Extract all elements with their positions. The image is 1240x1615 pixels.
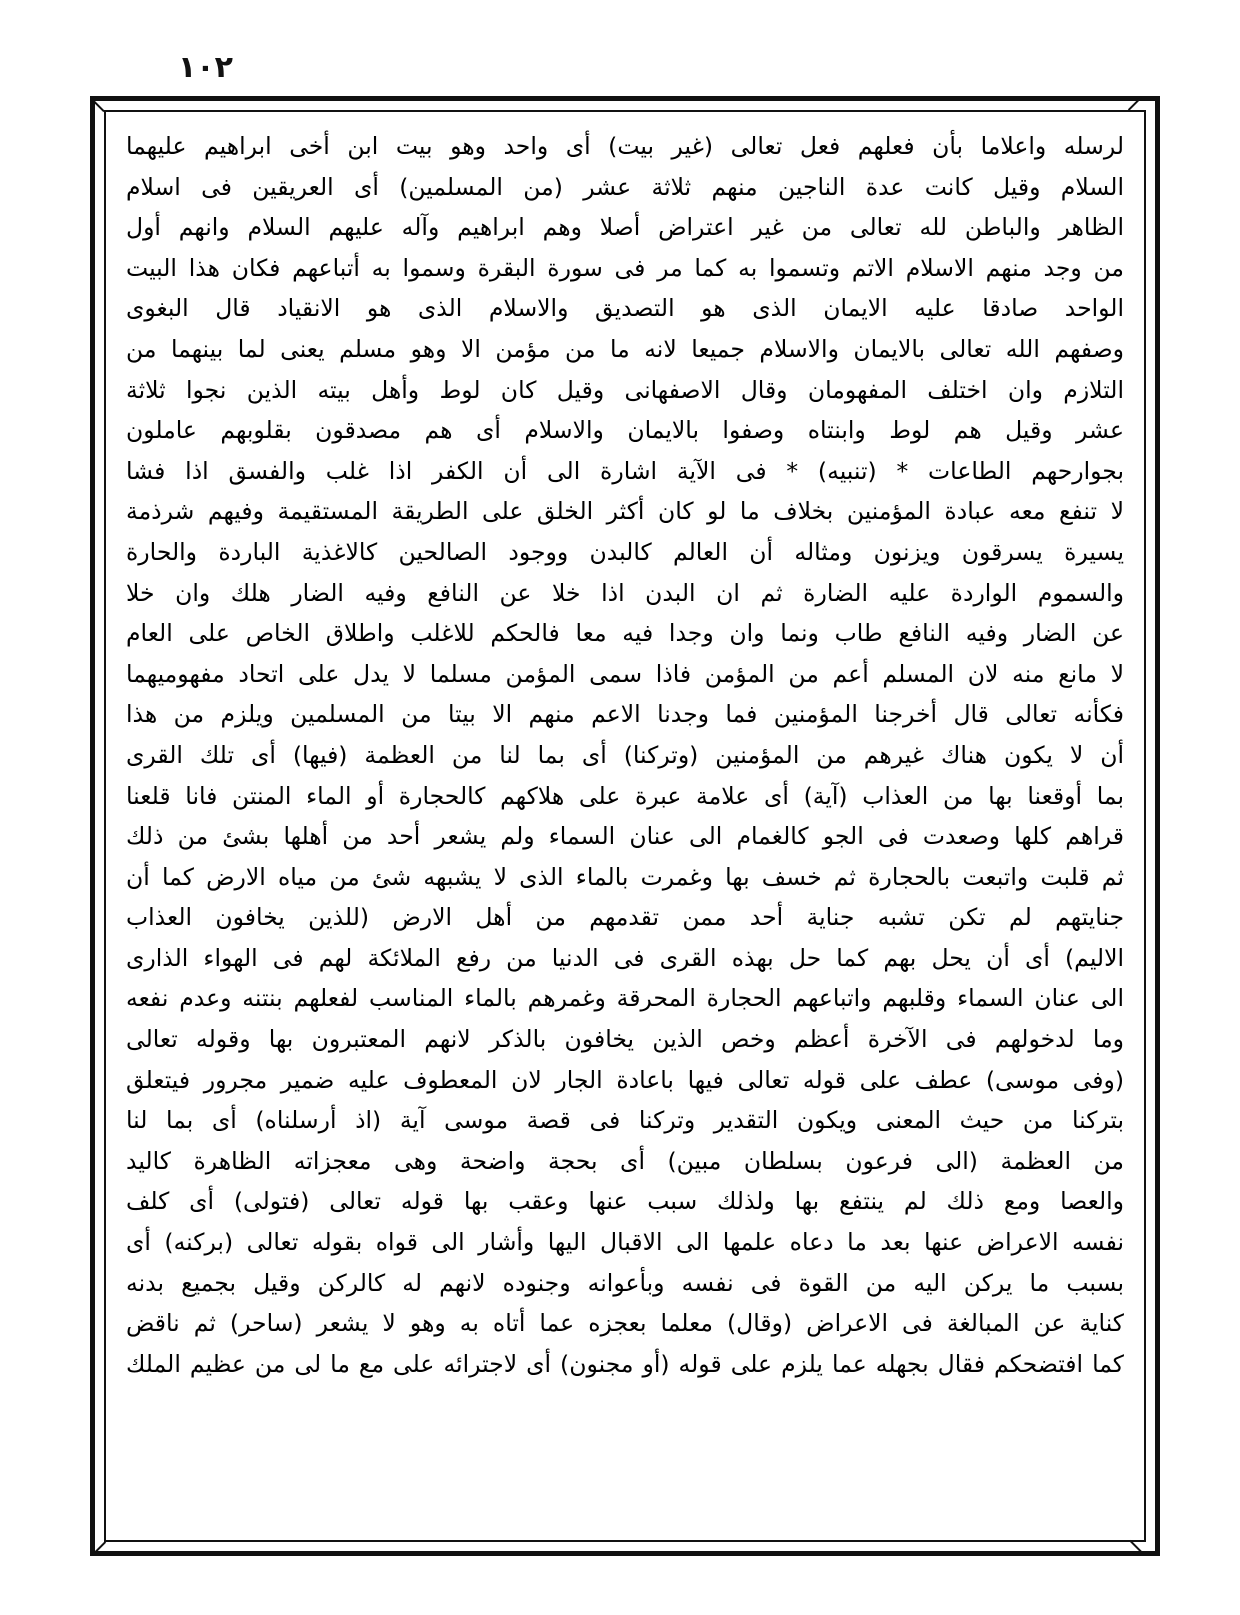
text-line: من وجد منهم الاسلام الاتم وتسموا به كما مر فى سورة البقرة وسموا به أتباعهم فكان هذا البيت	[126, 253, 1124, 282]
text-line: كناية عن المبالغة فى الاعراض (وقال) معلما بعجزه عما أتاه به وهو لا يشعر (ساحر) ثم ناقض	[126, 1309, 1124, 1338]
text-line: والسموم الواردة عليه الضارة ثم ان البدن اذا خلا عن النافع وفيه الضار هلك وان خلا	[126, 578, 1124, 607]
text-line: التلازم وان اختلف المفهومان وقال الاصفهانى وقيل كان لوط وأهل بيته الذين نجوا ثلاثة	[126, 375, 1124, 404]
page-number: ١٠٢	[178, 50, 233, 85]
text-line: كما افتضحكم فقال بجهله عما يلزم على قوله (أو مجنون) أى لاجترائه على مع ما لى من عظيم الملك	[126, 1349, 1124, 1378]
text-line: نفسه الاعراض عنها بعد ما دعاه علمها الى الاقبال اليها وأشار الى قواه بقوله تعالى (بركنه) أى	[126, 1228, 1124, 1257]
text-line: الى عنان السماء وقلبهم واتباعهم الحجارة المحرقة وغمرهم بالماء المناسب لفعلهم بنتنه وعدم نفعه	[126, 984, 1124, 1013]
main-text-block	[126, 126, 1124, 1384]
text-line: يسيرة يسرقون ويزنون ومثاله أن العالم كالبدن ووجود الصالحين كالاغذية الباردة والحارة	[126, 537, 1124, 566]
text-line: بسبب ما يركن اليه من القوة فى نفسه وبأعوانه وجنوده لانهم له كالركن وقيل بجميع بدنه	[126, 1268, 1124, 1297]
text-line: بتركنا من حيث المعنى ويكون التقدير وتركنا فى قصة موسى آية (اذ أرسلناه) أى بما لنا	[126, 1106, 1124, 1135]
text-line: ثم قلبت واتبعت بالحجارة ثم خسف بها وغمرت بالماء الذى لا يشبهه شئ من مياه الارض كما أن	[126, 862, 1124, 891]
text-line: أن لا يكون هناك غيرهم من المؤمنين (وتركنا) أى بما لنا من العظمة (فيها) أى تلك القرى	[126, 740, 1124, 769]
text-line: قراهم كلها وصعدت فى الجو كالغمام الى عنان السماء ولم يشعر أحد من أهلها بشئ من ذلك	[126, 822, 1124, 851]
text-line: السلام وقيل كانت عدة الناجين منهم ثلاثة عشر (من المسلمين) أى العريقين فى اسلام	[126, 172, 1124, 201]
text-line: الاليم) أى أن يحل بهم كما حل بهذه القرى فى الدنيا من رفع الملائكة لهم فى الهواء الذارى	[126, 943, 1124, 972]
text-line: الظاهر والباطن لله تعالى من غير اعتراض أصلا وهم ابراهيم وآله عليهم السلام وانهم أول	[126, 213, 1124, 242]
text-line: بما أوقعنا بها من العذاب (آية) أى علامة عبرة على هلاكهم كالحجارة أو الماء المنتن فانا قلعنا	[126, 781, 1124, 810]
text-line: الواحد صادقا عليه الايمان الذى هو التصديق والاسلام الذى هو الانقياد قال البغوى	[126, 294, 1124, 323]
text-line: جنايتهم لم تكن تشبه جناية أحد ممن تقدمهم من أهل الارض (للذين يخافون العذاب	[126, 903, 1124, 932]
text-line: عشر وقيل هم لوط وابنتاه وصفوا بالايمان والاسلام أى هم مصدقون بقلوبهم عاملون	[126, 416, 1124, 445]
text-line: وصفهم الله تعالى بالايمان والاسلام جميعا لانه ما من مؤمن الا وهو مسلم يعنى لما بينهما من	[126, 334, 1124, 363]
text-line: فكأنه تعالى قال أخرجنا المؤمنين فما وجدنا الاعم منهم الا بيتا من المسلمين ويلزم من هذا	[126, 700, 1124, 729]
text-line: (وفى موسى) عطف على قوله تعالى فيها باعادة الجار لان المعطوف عليه ضمير مجرور فيتعلق	[126, 1065, 1124, 1094]
text-line: وما لدخولهم فى الآخرة أعظم وخص الذين يخافون بالذكر لانهم المعتبرون بها وقوله تعالى	[126, 1025, 1124, 1054]
text-line: والعصا ومع ذلك لم ينتفع بها ولذلك سبب عنها وعقب بها قوله تعالى (فتولى) أى كلف	[126, 1187, 1124, 1216]
text-line: بجوارحهم الطاعات * (تنبيه) * فى الآية اشارة الى أن الكفر اذا غلب والفسق اذا فشا	[126, 456, 1124, 485]
text-line: لا مانع منه لان المسلم أعم من المؤمن فاذا سمى المؤمن مسلما لا يدل على اتحاد مفهوميهما	[126, 659, 1124, 688]
text-line: لرسله واعلاما بأن فعلهم فعل تعالى (غير بيت) أى واحد وهو بيت ابن أخى ابراهيم عليهما	[126, 132, 1124, 160]
text-line: لا تنفع معه عبادة المؤمنين بخلاف ما لو كان أكثر الخلق على الطريقة المستقيمة وفيهم شرذمة	[126, 497, 1124, 526]
page-frame-inner	[104, 110, 1146, 1542]
text-line: عن الضار وفيه النافع طاب ونما وان وجدا فيه معا فالحكم للاغلب واطلاق الخاص على العام	[126, 619, 1124, 648]
text-line: من العظمة (الى فرعون بسلطان مبين) أى بحجة واضحة وهى معجزاته الظاهرة كاليد	[126, 1146, 1124, 1175]
